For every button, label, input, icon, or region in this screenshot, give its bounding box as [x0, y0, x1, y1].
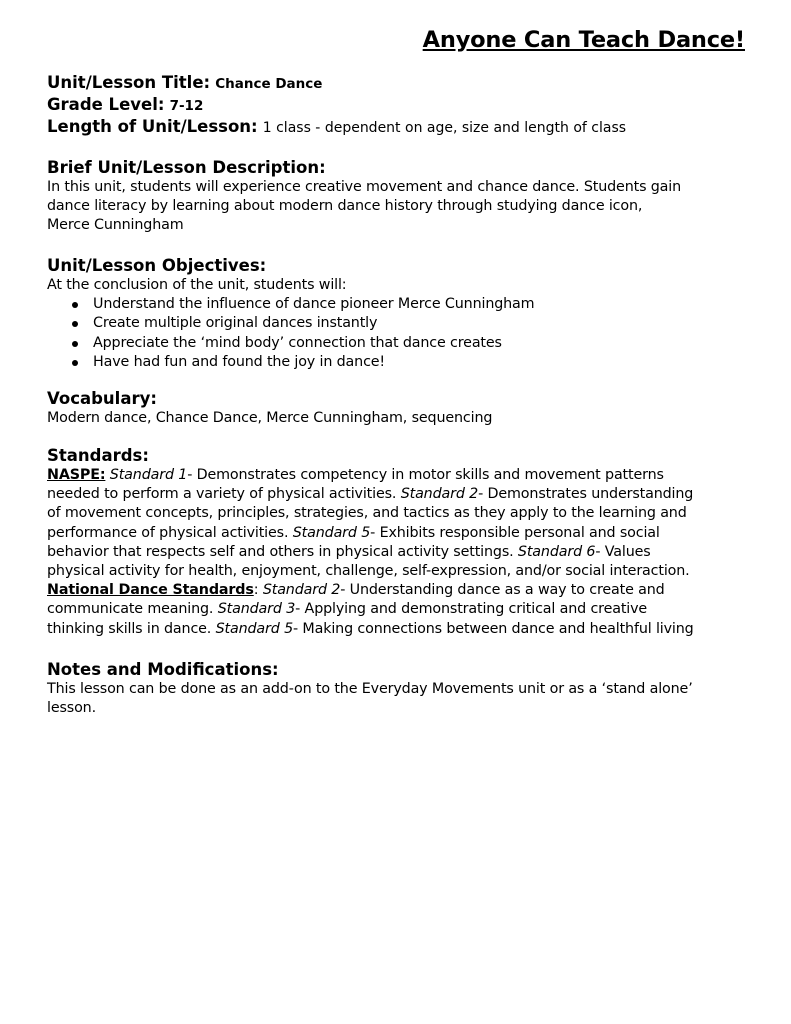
naspe-text: - Demonstrates understanding	[478, 486, 694, 503]
naspe-standard-1-text: - Demonstrates competency in motor skills and movement patterns	[187, 467, 664, 483]
lesson-meta	[47, 72, 749, 138]
description-line: Merce Cunningham	[47, 217, 184, 234]
nds-standard-5-label: Standard 5	[215, 620, 294, 637]
naspe-line-4	[47, 524, 749, 543]
naspe-standard-1-label: Standard 1	[109, 467, 188, 483]
bullet-dot-icon	[72, 321, 78, 327]
nds-text: communicate meaning.	[47, 601, 218, 618]
grade-level-value: 7-12	[169, 98, 204, 114]
objective-text: Have had fun and found the joy in dance!	[93, 353, 386, 370]
notes-body	[47, 680, 749, 718]
naspe-text: - Exhibits responsible personal and social	[370, 524, 660, 541]
document-title: Anyone Can Teach Dance!	[422, 27, 745, 53]
naspe-standard-5-label: Standard 5	[292, 524, 371, 541]
description-heading: Brief Unit/Lesson Description:	[47, 158, 326, 177]
unit-title-line	[47, 72, 749, 94]
objectives-heading: Unit/Lesson Objectives:	[47, 256, 267, 275]
naspe-text: - Values	[595, 543, 651, 560]
vocabulary-body	[47, 409, 749, 428]
naspe-line-1	[47, 466, 749, 485]
vocabulary-text: Modern dance, Chance Dance, Merce Cunningham, sequencing	[47, 410, 493, 426]
unit-title-value: Chance Dance	[215, 76, 323, 92]
objective-text: Appreciate the ‘mind body’ connection that dance creates	[93, 334, 502, 351]
naspe-text: behavior that respects self and others in physical activity settings.	[47, 543, 518, 560]
description-body	[47, 178, 749, 236]
description-section	[47, 157, 749, 236]
vocabulary-section	[47, 388, 749, 428]
nds-text: :	[253, 582, 263, 599]
naspe-line-5	[47, 543, 749, 562]
naspe-text: needed to perform a variety of physical activities.	[47, 486, 401, 503]
bullet-dot-icon	[72, 302, 78, 308]
naspe-line-2	[47, 485, 749, 504]
lesson-length-label: Length of Unit/Lesson:	[47, 117, 258, 136]
description-line: In this unit, students will experience creative movement and chance dance. Students gain	[47, 179, 682, 195]
standards-section	[47, 445, 749, 639]
grade-level-label: Grade Level:	[47, 95, 165, 114]
nds-line-2	[47, 600, 749, 619]
standards-body	[47, 466, 749, 639]
naspe-line-6: physical activity for health, enjoyment, challenge, self-expression, and/or social interaction.	[47, 563, 690, 580]
naspe-line-3: of movement concepts, principles, strategies, and tactics as they apply to the learning and	[47, 505, 687, 522]
list-item	[47, 353, 749, 372]
nds-text: thinking skills in dance.	[47, 620, 216, 637]
objective-text: Understand the influence of dance pioneer Merce Cunningham	[93, 296, 535, 313]
objectives-body	[47, 276, 749, 295]
nds-standard-3-label: Standard 3	[217, 601, 296, 618]
naspe-standard-2-label: Standard 2	[400, 486, 479, 503]
bullet-dot-icon	[72, 360, 78, 366]
nds-text: - Making connections between dance and healthful living	[293, 620, 694, 637]
nds-standard-2-label: Standard 2	[262, 582, 341, 599]
standards-heading: Standards:	[47, 446, 149, 465]
objectives-intro: At the conclusion of the unit, students will:	[47, 277, 347, 293]
list-item	[47, 334, 749, 353]
lesson-length-line	[47, 116, 749, 138]
naspe-standard-6-label: Standard 6	[517, 543, 596, 560]
naspe-label: NASPE:	[47, 467, 106, 483]
lesson-length-value: 1 class - dependent on age, size and length of class	[262, 120, 627, 136]
naspe-text: performance of physical activities.	[47, 524, 293, 541]
grade-level-line	[47, 94, 749, 116]
description-line: dance literacy by learning about modern dance history through studying dance icon,	[47, 198, 643, 215]
nds-text: - Understanding dance as a way to create and	[340, 582, 665, 599]
bullet-dot-icon	[72, 341, 78, 347]
notes-line: lesson.	[47, 700, 96, 717]
nds-line-1	[47, 581, 749, 600]
notes-line: This lesson can be done as an add-on to the Everyday Movements unit or as a ‘stand alone’	[47, 681, 693, 697]
objective-text: Create multiple original dances instantly	[93, 315, 378, 332]
national-dance-standards-label: National Dance Standards	[47, 582, 254, 599]
objectives-list	[47, 295, 749, 372]
nds-line-3	[47, 620, 749, 639]
notes-section	[47, 659, 749, 718]
list-item	[47, 295, 749, 314]
notes-heading: Notes and Modifications:	[47, 660, 279, 679]
objectives-section	[47, 255, 749, 372]
list-item	[47, 314, 749, 333]
vocabulary-heading: Vocabulary:	[47, 389, 157, 408]
unit-title-label: Unit/Lesson Title:	[47, 73, 211, 92]
nds-text: - Applying and demonstrating critical and creative	[295, 601, 648, 618]
